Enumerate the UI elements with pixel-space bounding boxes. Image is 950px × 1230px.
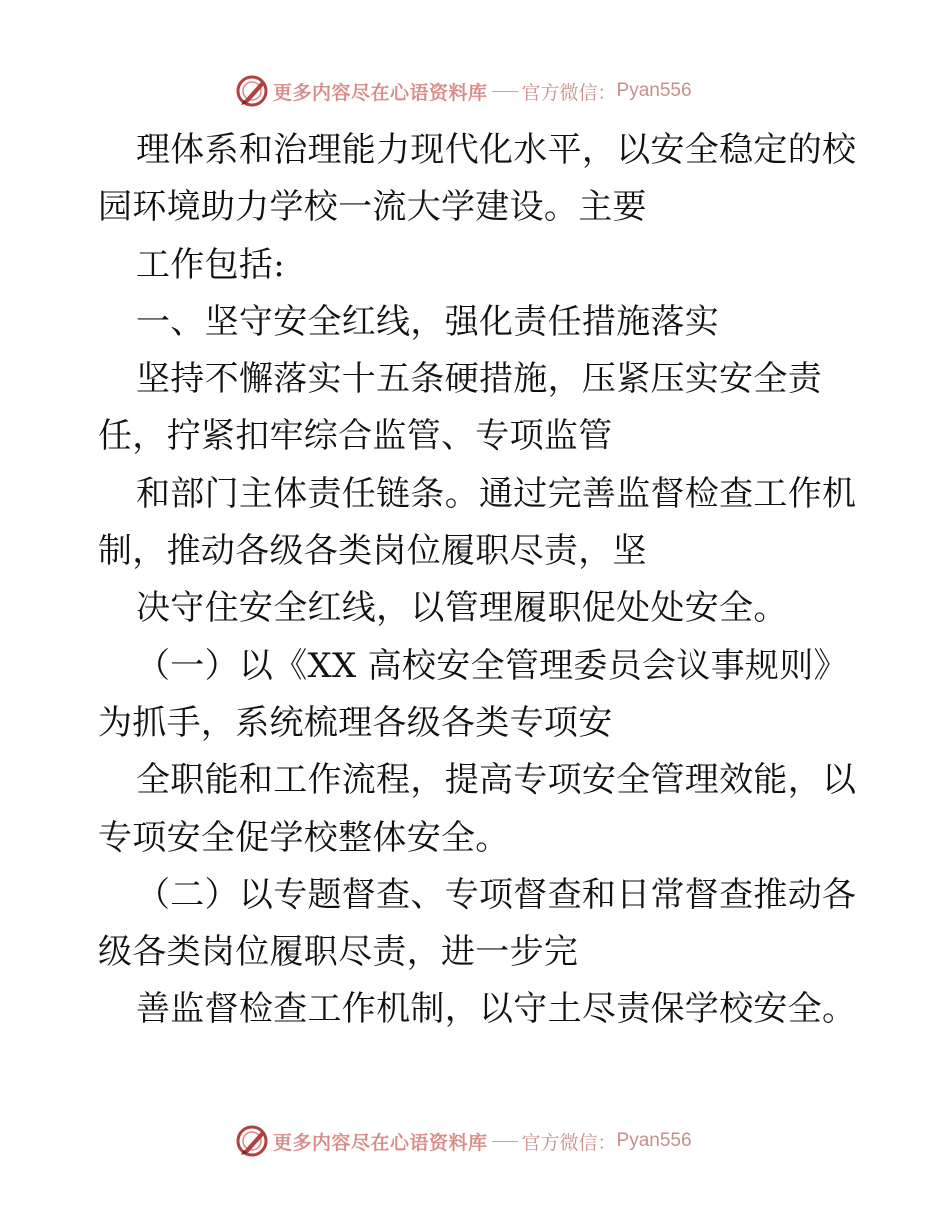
paragraph-line: 园环境助力学校一流大学建设。主要 <box>98 187 647 228</box>
watermark-wechat-label: 官方微信： <box>521 1131 617 1154</box>
paragraph-line: 坚持不懈落实十五条硬措施，压紧压实安全责 <box>136 359 822 400</box>
watermark-main-text: 更多内容尽在心语资料库 <box>273 1131 488 1154</box>
paragraph-line: 级各类岗位履职尽责，进一步完 <box>98 932 579 973</box>
paragraph-line: 工作包括: <box>136 244 285 285</box>
paragraph-line: 专项安全促学校整体安全。 <box>98 817 510 858</box>
paragraph-line: 理体系和治理能力现代化水平，以安全稳定的校 <box>136 130 857 170</box>
footer-watermark <box>235 1123 692 1159</box>
paragraph-line: 和部门主体责任链条。通过完善监督检查工作机 <box>136 473 857 514</box>
watermark-dash <box>492 91 518 92</box>
section-heading: 一、坚守安全红线，强化责任措施落实 <box>136 301 720 342</box>
paragraph-line: 任，拧紧扣牢综合监管、专项监管 <box>98 416 613 457</box>
watermark-wechat-label: 官方微信： <box>521 81 617 104</box>
watermark-wechat-id: Pyan556 <box>616 80 692 101</box>
paragraph-line: （一）以《XX 高校安全管理委员会议事规则》 <box>136 645 848 686</box>
paragraph-line: 为抓手，系统梳理各级各类专项安 <box>98 702 613 743</box>
paragraph-line: 决守住安全红线，以管理履职促处处安全。 <box>136 588 788 629</box>
watermark-wechat-id: Pyan556 <box>616 1130 692 1151</box>
paragraph-line: 善监督检查工作机制，以守土尽责保学校安全。 <box>136 989 857 1030</box>
header-watermark <box>235 73 692 109</box>
paragraph-line: 全职能和工作流程，提高专项安全管理效能，以 <box>136 760 857 801</box>
document-body <box>98 122 868 1039</box>
pen-logo-icon <box>235 1124 269 1158</box>
pen-logo-icon <box>235 74 269 108</box>
paragraph-line: （二）以专题督查、专项督查和日常督查推动各 <box>136 874 857 915</box>
paragraph-line: 制，推动各级各类岗位履职尽责，坚 <box>98 531 647 572</box>
watermark-main-text: 更多内容尽在心语资料库 <box>273 81 488 104</box>
watermark-dash <box>492 1141 518 1142</box>
